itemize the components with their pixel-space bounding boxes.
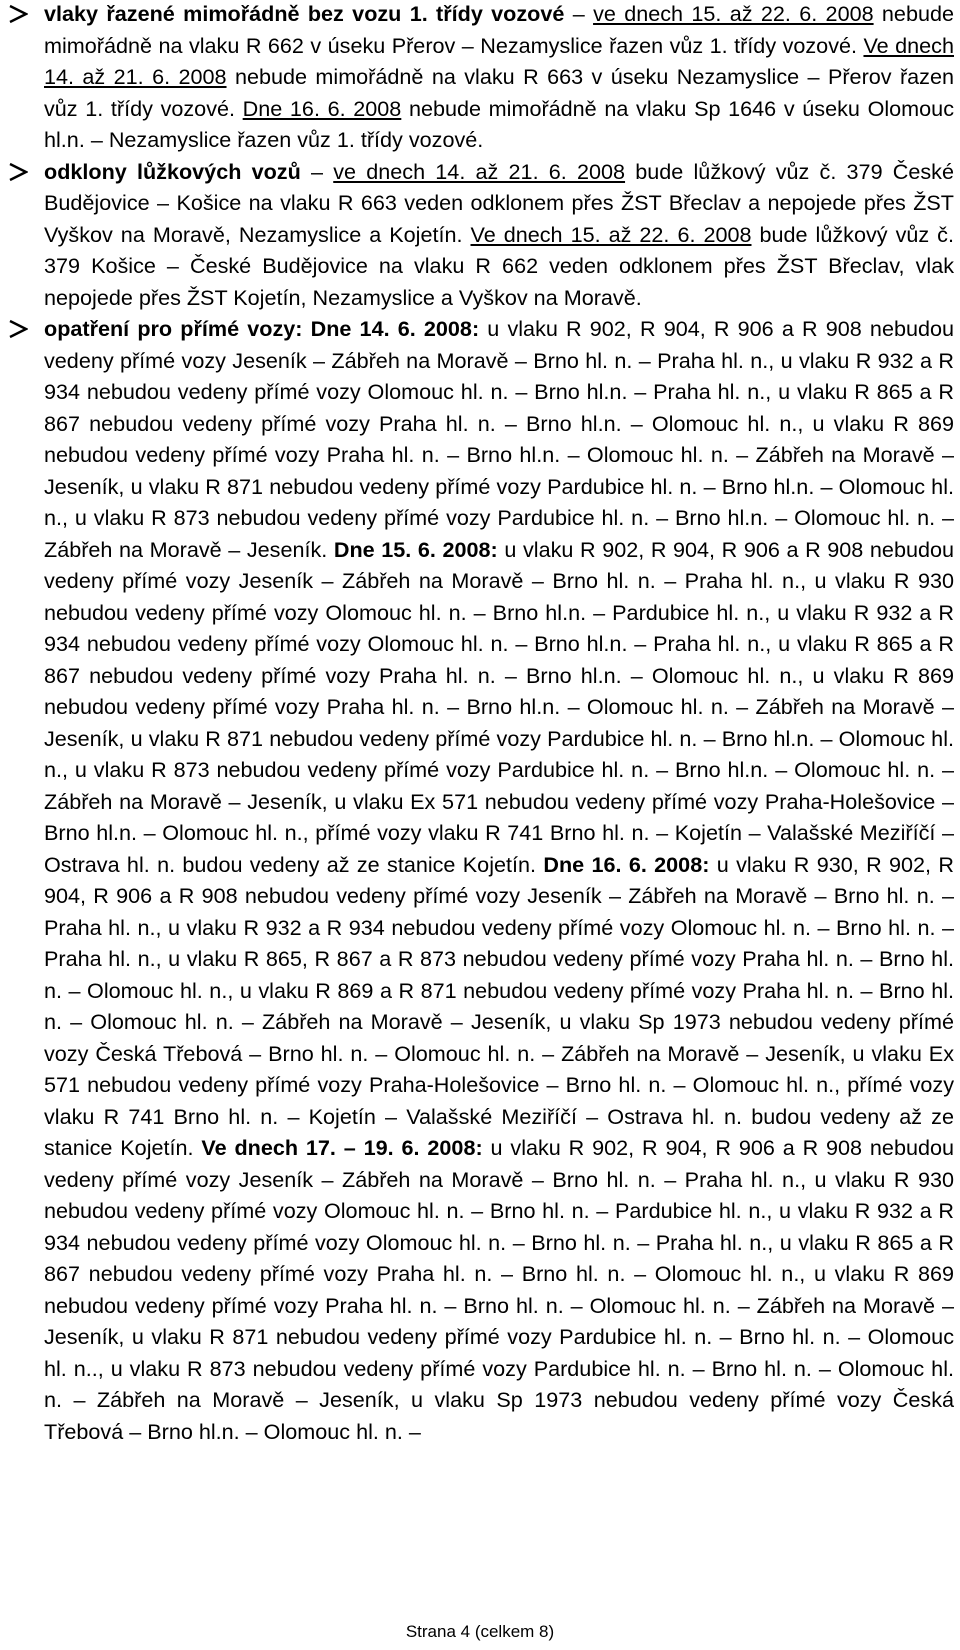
item-text: u vlaku R 902, R 904, R 906 a R 908 nebudou vedeny přímé vozy Jeseník – Zábřeh na Moravě – Brno hl. n. – Praha hl. n., u vlaku R 930 nebudou vedeny přímé vozy Olomouc hl. n. – Brno hl.n. – Pardubice hl. n., u vlaku R 932 a R 934 nebudou vedeny přímé vozy Olomouc hl. n. – Brno hl.n. – Praha hl. n., u vlaku R 865 a R 867 nebudou vedeny přímé vozy Praha hl. n. – Brno hl.n. – Olomouc hl. n., u vlaku R 869 nebudou vedeny přímé vozy Praha hl. n. – Brno hl.n. – Olomouc hl. n. – Zábřeh na Moravě – Jeseník, u vlaku R 871 nebudou vedeny přímé vozy Pardubice hl. n. – Brno hl.n. – Olomouc hl. n., u vlaku R 873 nebudou vedeny přímé vozy Pardubice hl. n. – Brno hl.n. – Olomouc hl. n. – Zábřeh na Moravě – Jeseník, u vlaku Ex 571 nebudou vedeny přímé vozy Praha-Holešovice – Brno hl.n. – Olomouc hl. n., přímé vozy vlaku R 741 Brno hl. n. – Kojetín – Valašské Meziříčí – Ostrava hl. n. budou vedeny až ze stanice Kojetín. — [44, 536, 954, 877]
list-item-through-coaches — [6, 313, 954, 1447]
date-heading: Dne 15. 6. 2008: — [333, 536, 498, 562]
date-range: Ve dnech 15. až 22. 6. 2008 — [470, 221, 752, 247]
item-text: u vlaku R 902, R 904, R 906 a R 908 nebudou vedeny přímé vozy Jeseník – Zábřeh na Moravě – Brno hl. n. – Praha hl. n., u vlaku R 930 nebudou vedeny přímé vozy Olomouc hl. n. – Brno hl. n. – Pardubice hl. n., u vlaku R 932 a R 934 nebudou vedeny přímé vozy Olomouc hl. n. – Brno hl. n. – Praha hl. n., u vlaku R 865 a R 867 nebudou vedeny přímé vozy Praha hl. n. – Brno hl. n. – Olomouc hl. n., u vlaku R 869 nebudou vedeny přímé vozy Praha hl. n. – Brno hl. n. – Olomouc hl. n. – Zábřeh na Moravě – Jeseník, u vlaku R 871 nebudou vedeny přímé vozy Pardubice hl. n. – Brno hl. n. – Olomouc hl. n.., u vlaku R 873 nebudou vedeny přímé vozy Pardubice hl. n. – Brno hl. n. – Olomouc hl. n. – Zábřeh na Moravě – Jeseník, u vlaku Sp 1973 nebudou vedeny přímé vozy Česká Třebová – Brno hl.n. – Olomouc hl. n. – — [44, 1135, 954, 1444]
date-range: ve dnech 15. až 22. 6. 2008 — [593, 1, 874, 26]
item-heading: opatření pro přímé vozy: — [44, 316, 303, 341]
item-text: nebude mimořádně na vlaku Sp 1646 v úseku Olomouc hl.n. – Nezamyslice řazen vůz 1. třídy vozové. — [44, 95, 954, 152]
arrow-bullet-icon — [8, 313, 32, 345]
date-heading: Ve dnech 17. – 19. 6. 2008: — [201, 1135, 483, 1160]
item-heading: vlaky řazené mimořádně bez vozu 1. třídy vozové — [44, 1, 565, 26]
date-range: Ve dnech 14. až 21. 6. 2008 — [44, 32, 954, 89]
date-heading: Dne 16. 6. 2008: — [543, 851, 710, 877]
item-text: u vlaku R 930, R 902, R 904, R 906 a R 908 nebudou vedeny přímé vozy Jeseník – Zábřeh na Moravě – Brno hl. n. – Praha hl. n., u vlaku R 932 a R 934 nebudou vedeny přímé vozy Olomouc hl. n. – Brno hl. n. – Praha hl. n., u vlaku R 865, R 867 a R 873 nebudou vedeny přímé vozy Praha hl. n. – Brno hl. n. – Olomouc hl. n., u vlaku R 869 a R 871 nebudou vedeny přímé vozy Praha hl. n. – Brno hl. n. – Olomouc hl. n. – Zábřeh na Moravě – Jeseník, u vlaku Sp 1973 nebudou vedeny přímé vozy Česká Třebová – Brno hl. n. – Olomouc hl. n. – Zábřeh na Moravě – Jeseník, u vlaku Ex 571 nebudou vedeny přímé vozy Praha-Holešovice – Brno hl. n. – Olomouc hl. n., přímé vozy vlaku R 741 Brno hl. n. – Kojetín – Valašské Meziříčí – Ostrava hl. n. budou vedeny až ze stanice Kojetín. — [44, 851, 954, 1160]
document-body — [6, 0, 954, 1447]
item-text: – — [300, 158, 334, 184]
arrow-bullet-icon — [8, 0, 32, 30]
item-text: u vlaku R 902, R 904, R 906 a R 908 nebudou vedeny přímé vozy Jeseník – Zábřeh na Moravě – Brno hl. n. – Praha hl. n., u vlaku R 932 a R 934 nebudou vedeny přímé vozy Olomouc hl. n. – Brno hl.n. – Praha hl. n., u vlaku R 865 a R 867 nebudou vedeny přímé vozy Praha hl. n. – Brno hl.n. – Olomouc hl. n., u vlaku R 869 nebudou vedeny přímé vozy Praha hl. n. – Brno hl.n. – Olomouc hl. n. – Zábřeh na Moravě – Jeseník, u vlaku R 871 nebudou vedeny přímé vozy Pardubice hl. n. – Brno hl.n. – Olomouc hl. n., u vlaku R 873 nebudou vedeny přímé vozy Pardubice hl. n. – Brno hl.n. – Olomouc hl. n. – Zábřeh na Moravě – Jeseník. — [44, 316, 955, 562]
item-text: bude lůžkový vůz č. 379 České Budějovice – Košice na vlaku R 663 veden odklonem přes ŽST Břeclav a nepojede přes ŽST Vyškov na Moravě, Nezamyslice a Kojetín. — [44, 158, 954, 247]
page-footer: Strana 4 (celkem 8) — [405, 1622, 555, 1641]
item-text: – — [564, 1, 594, 26]
item-text: bude lůžkový vůz č. 379 Košice – České Budějovice na vlaku R 662 veden odklonem přes ŽST Břeclav, vlak nepojede přes ŽST Kojetín, Nezamyslice a Vyškov na Moravě. — [44, 221, 954, 310]
list-item-wagon-class — [6, 0, 954, 156]
date-range: Dne 16. 6. 2008 — [242, 95, 402, 121]
date-heading: Dne 14. 6. 2008: — [310, 316, 480, 341]
item-heading: odklony lůžkových vozů — [44, 158, 301, 184]
item-text: nebude mimořádně na vlaku R 663 v úseku Nezamyslice – Přerov řazen vůz 1. třídy vozové. — [44, 64, 954, 121]
date-range: ve dnech 14. až 21. 6. 2008 — [333, 158, 626, 184]
item-text: nebude mimořádně na vlaku R 662 v úseku Přerov – Nezamyslice řazen vůz 1. třídy vozové. — [44, 1, 954, 58]
list-item-sleeper-diversions — [6, 156, 954, 314]
arrow-bullet-icon — [8, 156, 32, 188]
